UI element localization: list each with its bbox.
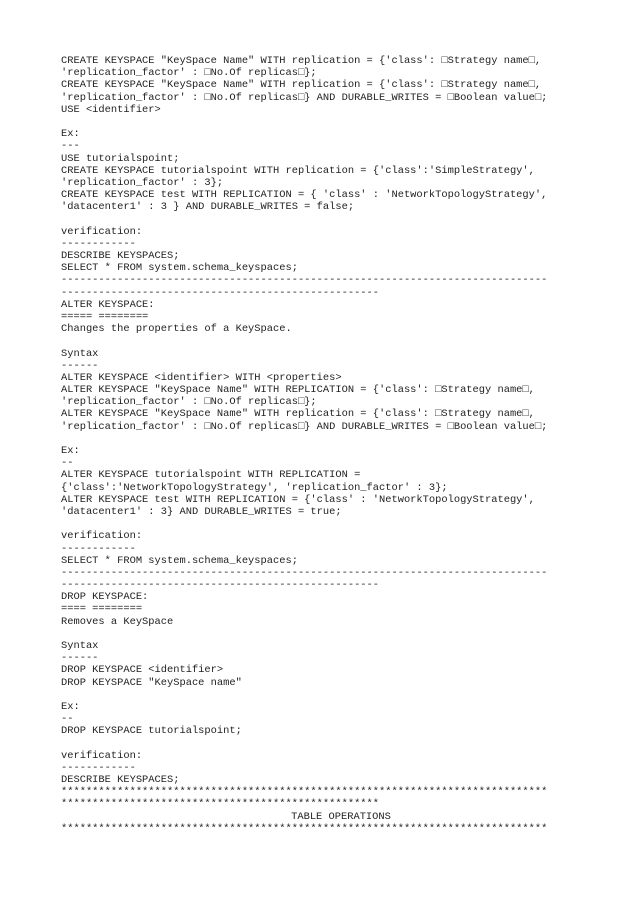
section-heading: TABLE OPERATIONS bbox=[291, 810, 391, 823]
code-line: 'datacenter1' : 3 } AND DURABLE_WRITES = false; bbox=[61, 201, 355, 214]
underline-rule: ------------ bbox=[61, 761, 136, 774]
code-line: DESCRIBE KEYSPACES; bbox=[61, 250, 180, 262]
heading-underline: ==== ======== bbox=[61, 603, 143, 616]
code-line: DROP KEYSPACE "KeySpace name" bbox=[61, 676, 242, 689]
code-line: 'replication_factor' : □No.Of replicas□} AND DURABLE_WRITES = □Boolean value□; bbox=[61, 420, 548, 433]
code-line: ALTER KEYSPACE <identifier> WITH <properties> bbox=[61, 371, 342, 384]
description-text: Removes a KeySpace bbox=[61, 615, 174, 628]
code-line: CREATE KEYSPACE "KeySpace Name" WITH replication = {'class': □Strategy name□, bbox=[61, 79, 542, 92]
section-label: Syntax bbox=[61, 347, 99, 360]
code-line: 'replication_factor' : □No.Of replicas□} AND DURABLE_WRITES = □Boolean value□; bbox=[61, 91, 548, 104]
divider-line: ------------------------------------------------------------------------------ bbox=[61, 566, 548, 579]
code-line: CREATE KEYSPACE tutorialspoint WITH replication = {'class':'SimpleStrategy', bbox=[61, 164, 535, 177]
code-line: ALTER KEYSPACE test WITH REPLICATION = {'class' : 'NetworkTopologyStrategy', bbox=[61, 493, 535, 506]
description-text: Changes the properties of a KeySpace. bbox=[61, 323, 292, 336]
underline-rule: ------------ bbox=[61, 542, 136, 555]
code-line: ALTER KEYSPACE "KeySpace Name" WITH replication = {'class': □Strategy name□, bbox=[61, 408, 535, 421]
divider-line: --------------------------------------------------- bbox=[61, 286, 380, 299]
blank-line bbox=[61, 518, 581, 530]
underline-rule: --- bbox=[61, 140, 80, 153]
section-label: Ex: bbox=[61, 700, 80, 713]
blank-line bbox=[61, 628, 581, 640]
code-line: {'class':'NetworkTopologyStrategy', 'replication_factor' : 3}; bbox=[61, 481, 448, 494]
code-line: USE <identifier> bbox=[61, 103, 161, 116]
section-heading: ALTER KEYSPACE: bbox=[61, 298, 155, 311]
code-line: DESCRIBE KEYSPACES; bbox=[61, 774, 180, 787]
divider-line: --------------------------------------------------- bbox=[61, 579, 380, 592]
code-line: SELECT * FROM system.schema_keyspaces; bbox=[61, 262, 298, 275]
section-label: Ex: bbox=[61, 128, 80, 141]
star-divider: *************************************************** bbox=[61, 798, 380, 811]
blank-line bbox=[61, 213, 581, 225]
heading-underline: ===== ======== bbox=[61, 310, 149, 323]
code-line: 'replication_factor' : 3}; bbox=[61, 176, 224, 189]
section-label: verification: bbox=[61, 749, 143, 762]
code-line: 'replication_factor' : □No.Of replicas□}; bbox=[61, 67, 317, 80]
divider-line: ------------------------------------------------------------------------------ bbox=[61, 274, 548, 287]
code-line: DROP KEYSPACE tutorialspoint; bbox=[61, 725, 242, 738]
section-label: Syntax bbox=[61, 640, 99, 652]
underline-rule: ------ bbox=[61, 652, 99, 665]
blank-line bbox=[61, 689, 581, 701]
section-label: Ex: bbox=[61, 445, 80, 457]
underline-rule: ------ bbox=[61, 359, 99, 372]
underline-rule: -- bbox=[61, 713, 74, 726]
code-line: 'datacenter1' : 3} AND DURABLE_WRITES = true; bbox=[61, 505, 342, 518]
star-divider: ****************************************************************************** bbox=[61, 822, 548, 835]
section-label: verification: bbox=[61, 225, 143, 238]
code-line: USE tutorialspoint; bbox=[61, 152, 180, 165]
code-line: SELECT * FROM system.schema_keyspaces; bbox=[61, 554, 298, 567]
code-line: CREATE KEYSPACE test WITH REPLICATION = { 'class' : 'NetworkTopologyStrategy', bbox=[61, 189, 548, 202]
code-line: 'replication_factor' : □No.Of replicas□}; bbox=[61, 396, 317, 409]
blank-line bbox=[61, 335, 581, 347]
blank-line bbox=[61, 116, 581, 128]
code-line: ALTER KEYSPACE tutorialspoint WITH REPLICATION = bbox=[61, 469, 361, 482]
code-line: DROP KEYSPACE <identifier> bbox=[61, 664, 224, 677]
underline-rule: -- bbox=[61, 457, 74, 470]
blank-line bbox=[61, 738, 581, 750]
code-line: CREATE KEYSPACE "KeySpace Name" WITH replication = {'class': □Strategy name□, bbox=[61, 55, 542, 67]
document-page bbox=[61, 55, 581, 835]
underline-rule: ------------ bbox=[61, 237, 136, 250]
section-label: verification: bbox=[61, 530, 143, 543]
section-heading: DROP KEYSPACE: bbox=[61, 591, 149, 604]
blank-line bbox=[61, 433, 581, 445]
star-divider: ****************************************************************************** bbox=[61, 786, 548, 799]
code-line: ALTER KEYSPACE "KeySpace Name" WITH REPLICATION = {'class': □Strategy name□, bbox=[61, 384, 535, 397]
